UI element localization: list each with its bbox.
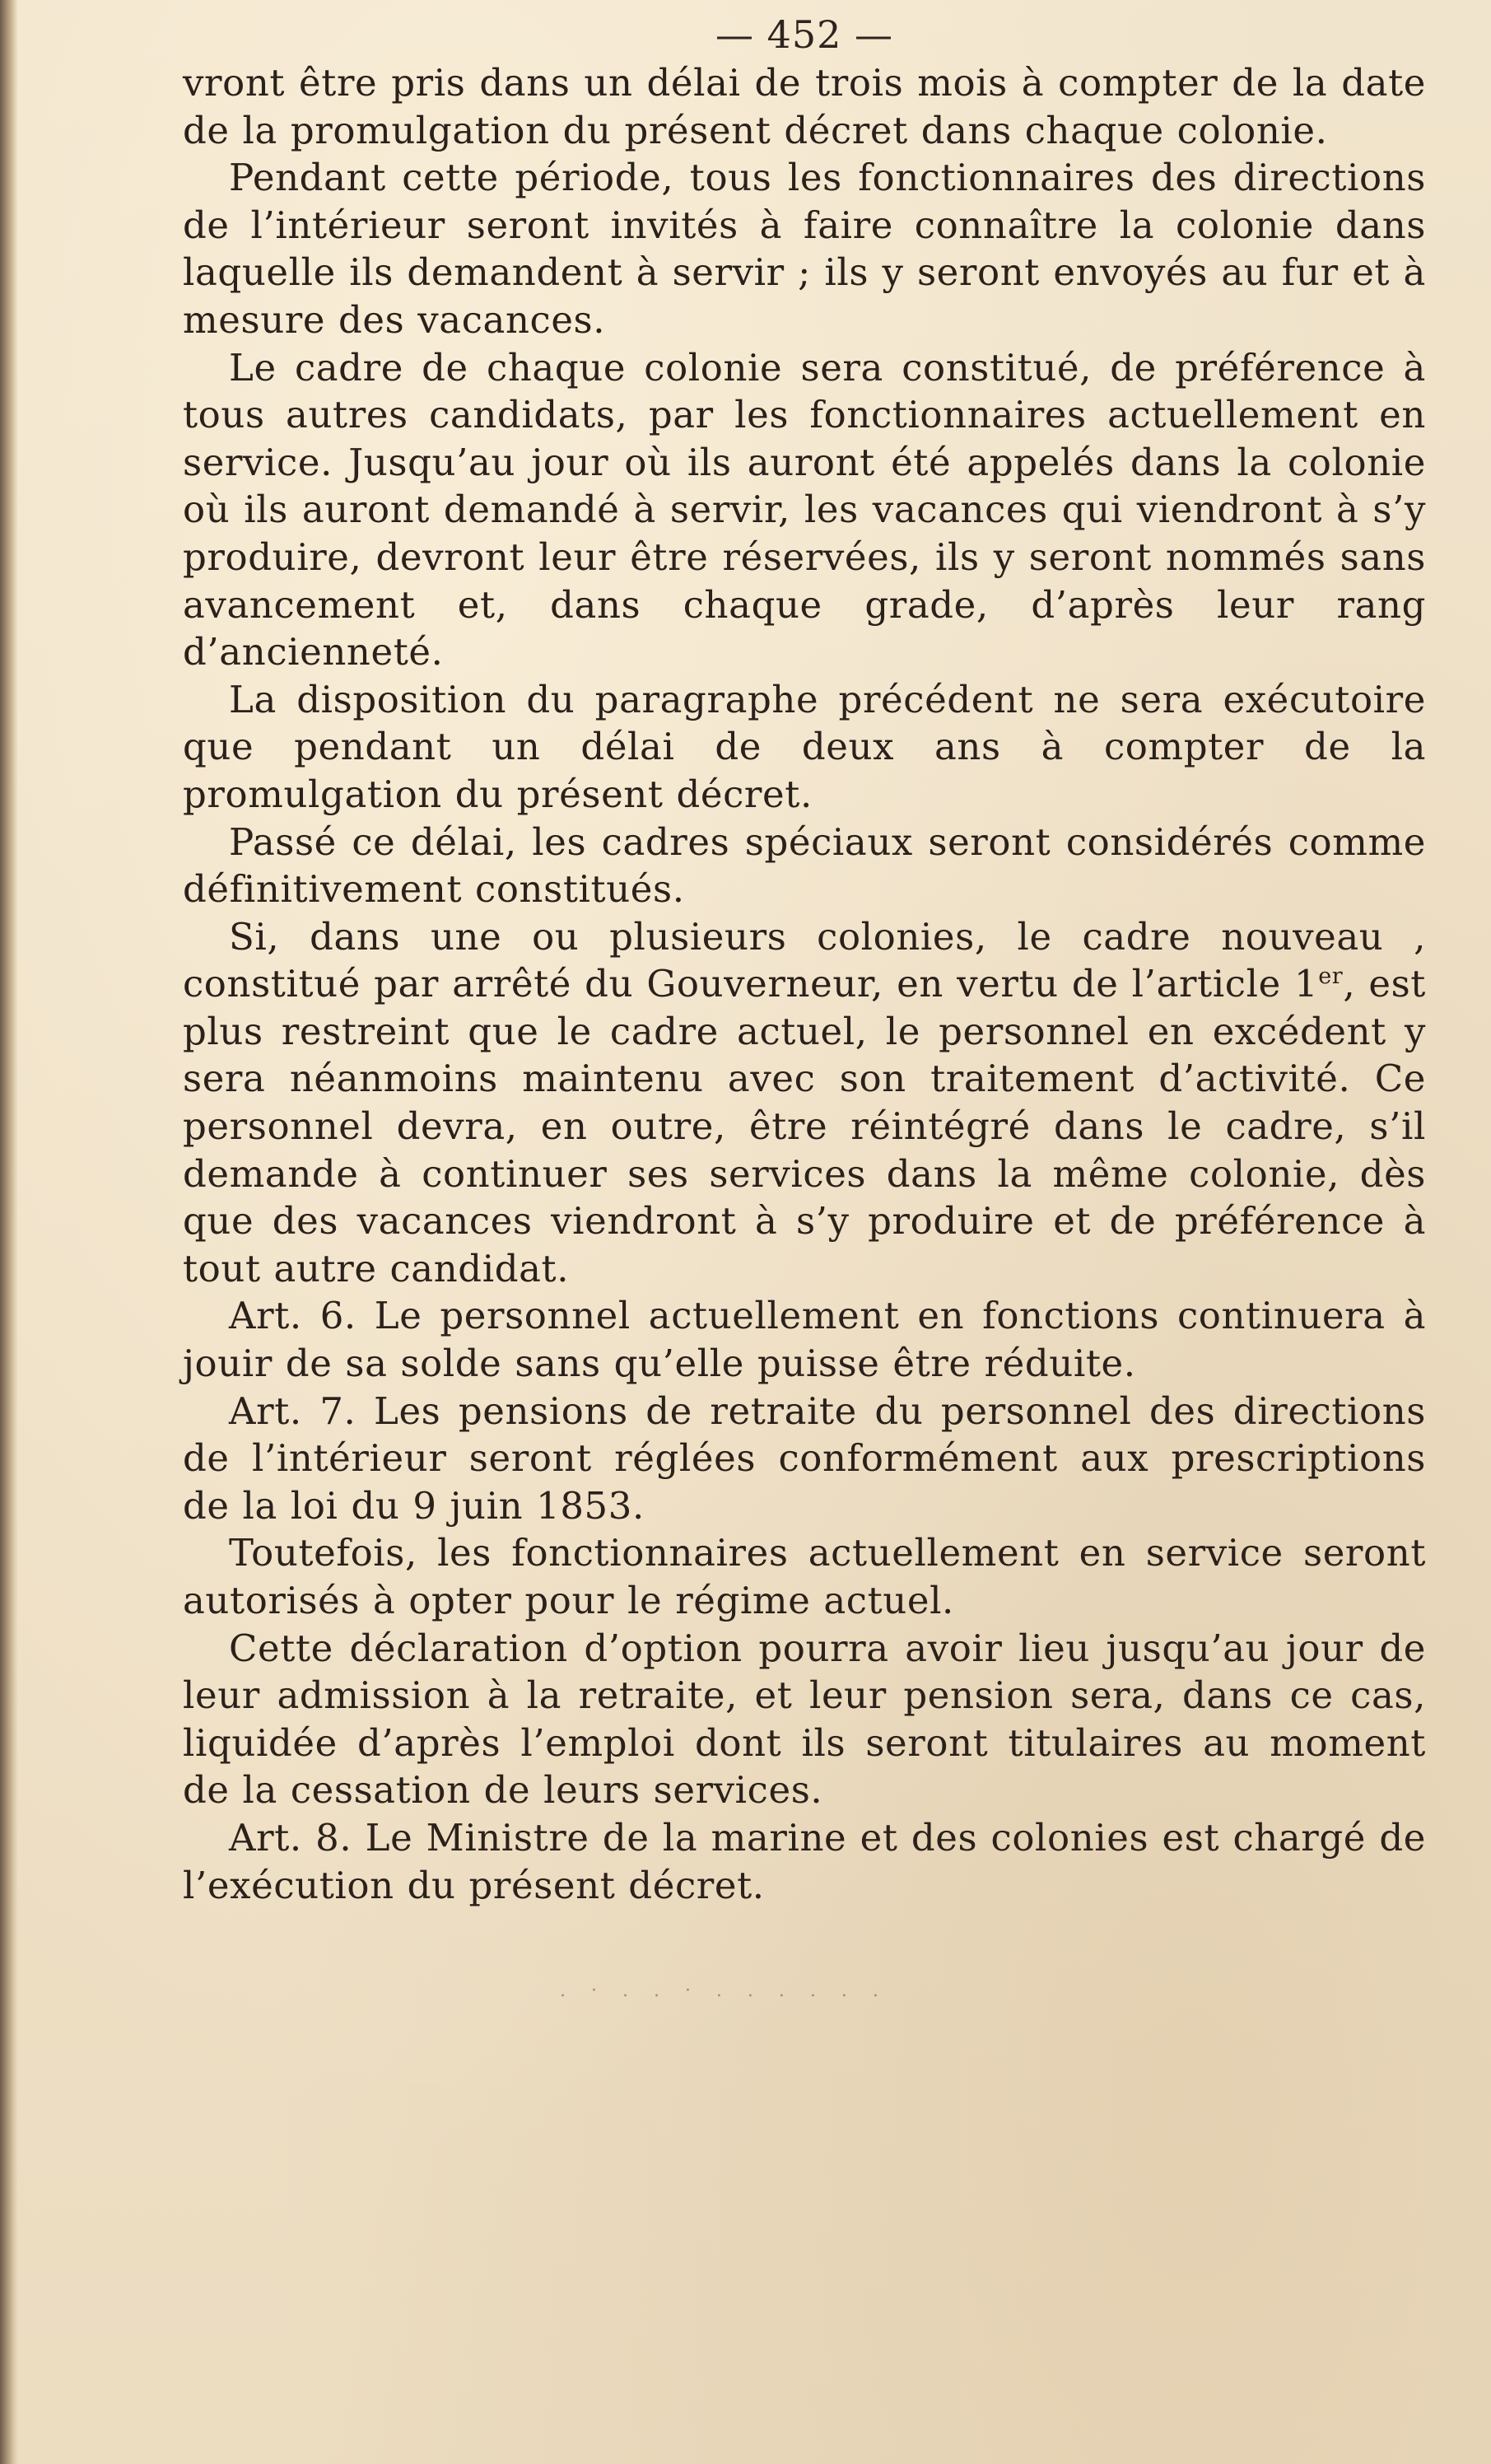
paragraph-opt-regime: Toutefois, les fonctionnaires actuellement en service seront autorisés à opter pour le régime actuel. <box>183 1531 1426 1622</box>
book-page <box>183 12 1426 1909</box>
paragraph-cadres-definitive: Passé ce délai, les cadres spéciaux seront considérés comme définitivement constitués. <box>183 819 1426 912</box>
page-body <box>183 59 1426 1909</box>
paragraph-continuation: vront être pris dans un délai de trois mois à compter de la date de la promulgation du présent décret dans chaque colonie. <box>183 61 1426 152</box>
page-number: — 452 — <box>715 12 894 57</box>
paragraph-vacancy-requests: Pendant cette période, tous les fonctionnaires des directions de l’intérieur seront invités à faire connaître la colonie dans laquelle ils demandent à servir ; ils y seront envoyés au fur et à mesure des vacances. <box>183 156 1426 342</box>
article-ordinal-superscript: er <box>1318 964 1344 990</box>
paragraph-article-6: Art. 6. Le personnel actuellement en fonctions continuera à jouir de sa solde sans qu’elle puisse être réduite. <box>183 1294 1426 1386</box>
paragraph-article-7: Art. 7. Les pensions de retraite du personnel des directions de l’intérieur seront réglées conformément aux prescriptions de la loi du 9 juin 1853. <box>183 1388 1426 1528</box>
paragraph-disposition-duration: La disposition du paragraphe précédent ne sera exécutoire que pendant un délai de deux ans à compter de la promulgation du présent décret. <box>183 677 1426 816</box>
excess-personnel-text-start: Si, dans une ou plusieurs colonies, le cadre nouveau , constitué par arrêté du Gouverneur, en vertu de l’article 1 <box>183 914 1426 1006</box>
paragraph-excess-personnel <box>183 913 1426 1293</box>
paragraph-article-8: Art. 8. Le Ministre de la marine et des colonies est chargé de l’exécution du présent décret. <box>183 1815 1426 1907</box>
page-binding-edge <box>0 0 18 2464</box>
paragraph-option-declaration: Cette déclaration d’option pourra avoir lieu jusqu’au jour de leur admission à la retraite, et leur pension sera, dans ce cas, liquidée d’après l’emploi dont ils seront titulaires au moment de la cessation de leurs services. <box>183 1626 1426 1813</box>
paragraph-cadre-constitution: Le cadre de chaque colonie sera constitué, de préférence à tous autres candidats, par les fonctionnaires actuellement en service. Jusqu’au jour où ils auront été appelés dans la colonie où ils auront demandé à servir, les vacances qui viendront à s’y produire, devront leur être réservées, ils y seront nommés sans avancement et, dans chaque grade, d’après leur rang d’ancienneté. <box>183 345 1426 674</box>
show-through-marks: . · . . · . . . . . . <box>560 1981 888 2001</box>
excess-personnel-text-end: , est plus restreint que le cadre actuel, le personnel en excédent y sera néanmoins maintenu avec son traitement d’activité. Ce personnel devra, en outre, être réintégré dans le cadre, s’il demande à continuer ses services dans la même colonie, dès que des vacances viendront à s’y produire et de préférence à tout autre candidat. <box>183 962 1426 1290</box>
